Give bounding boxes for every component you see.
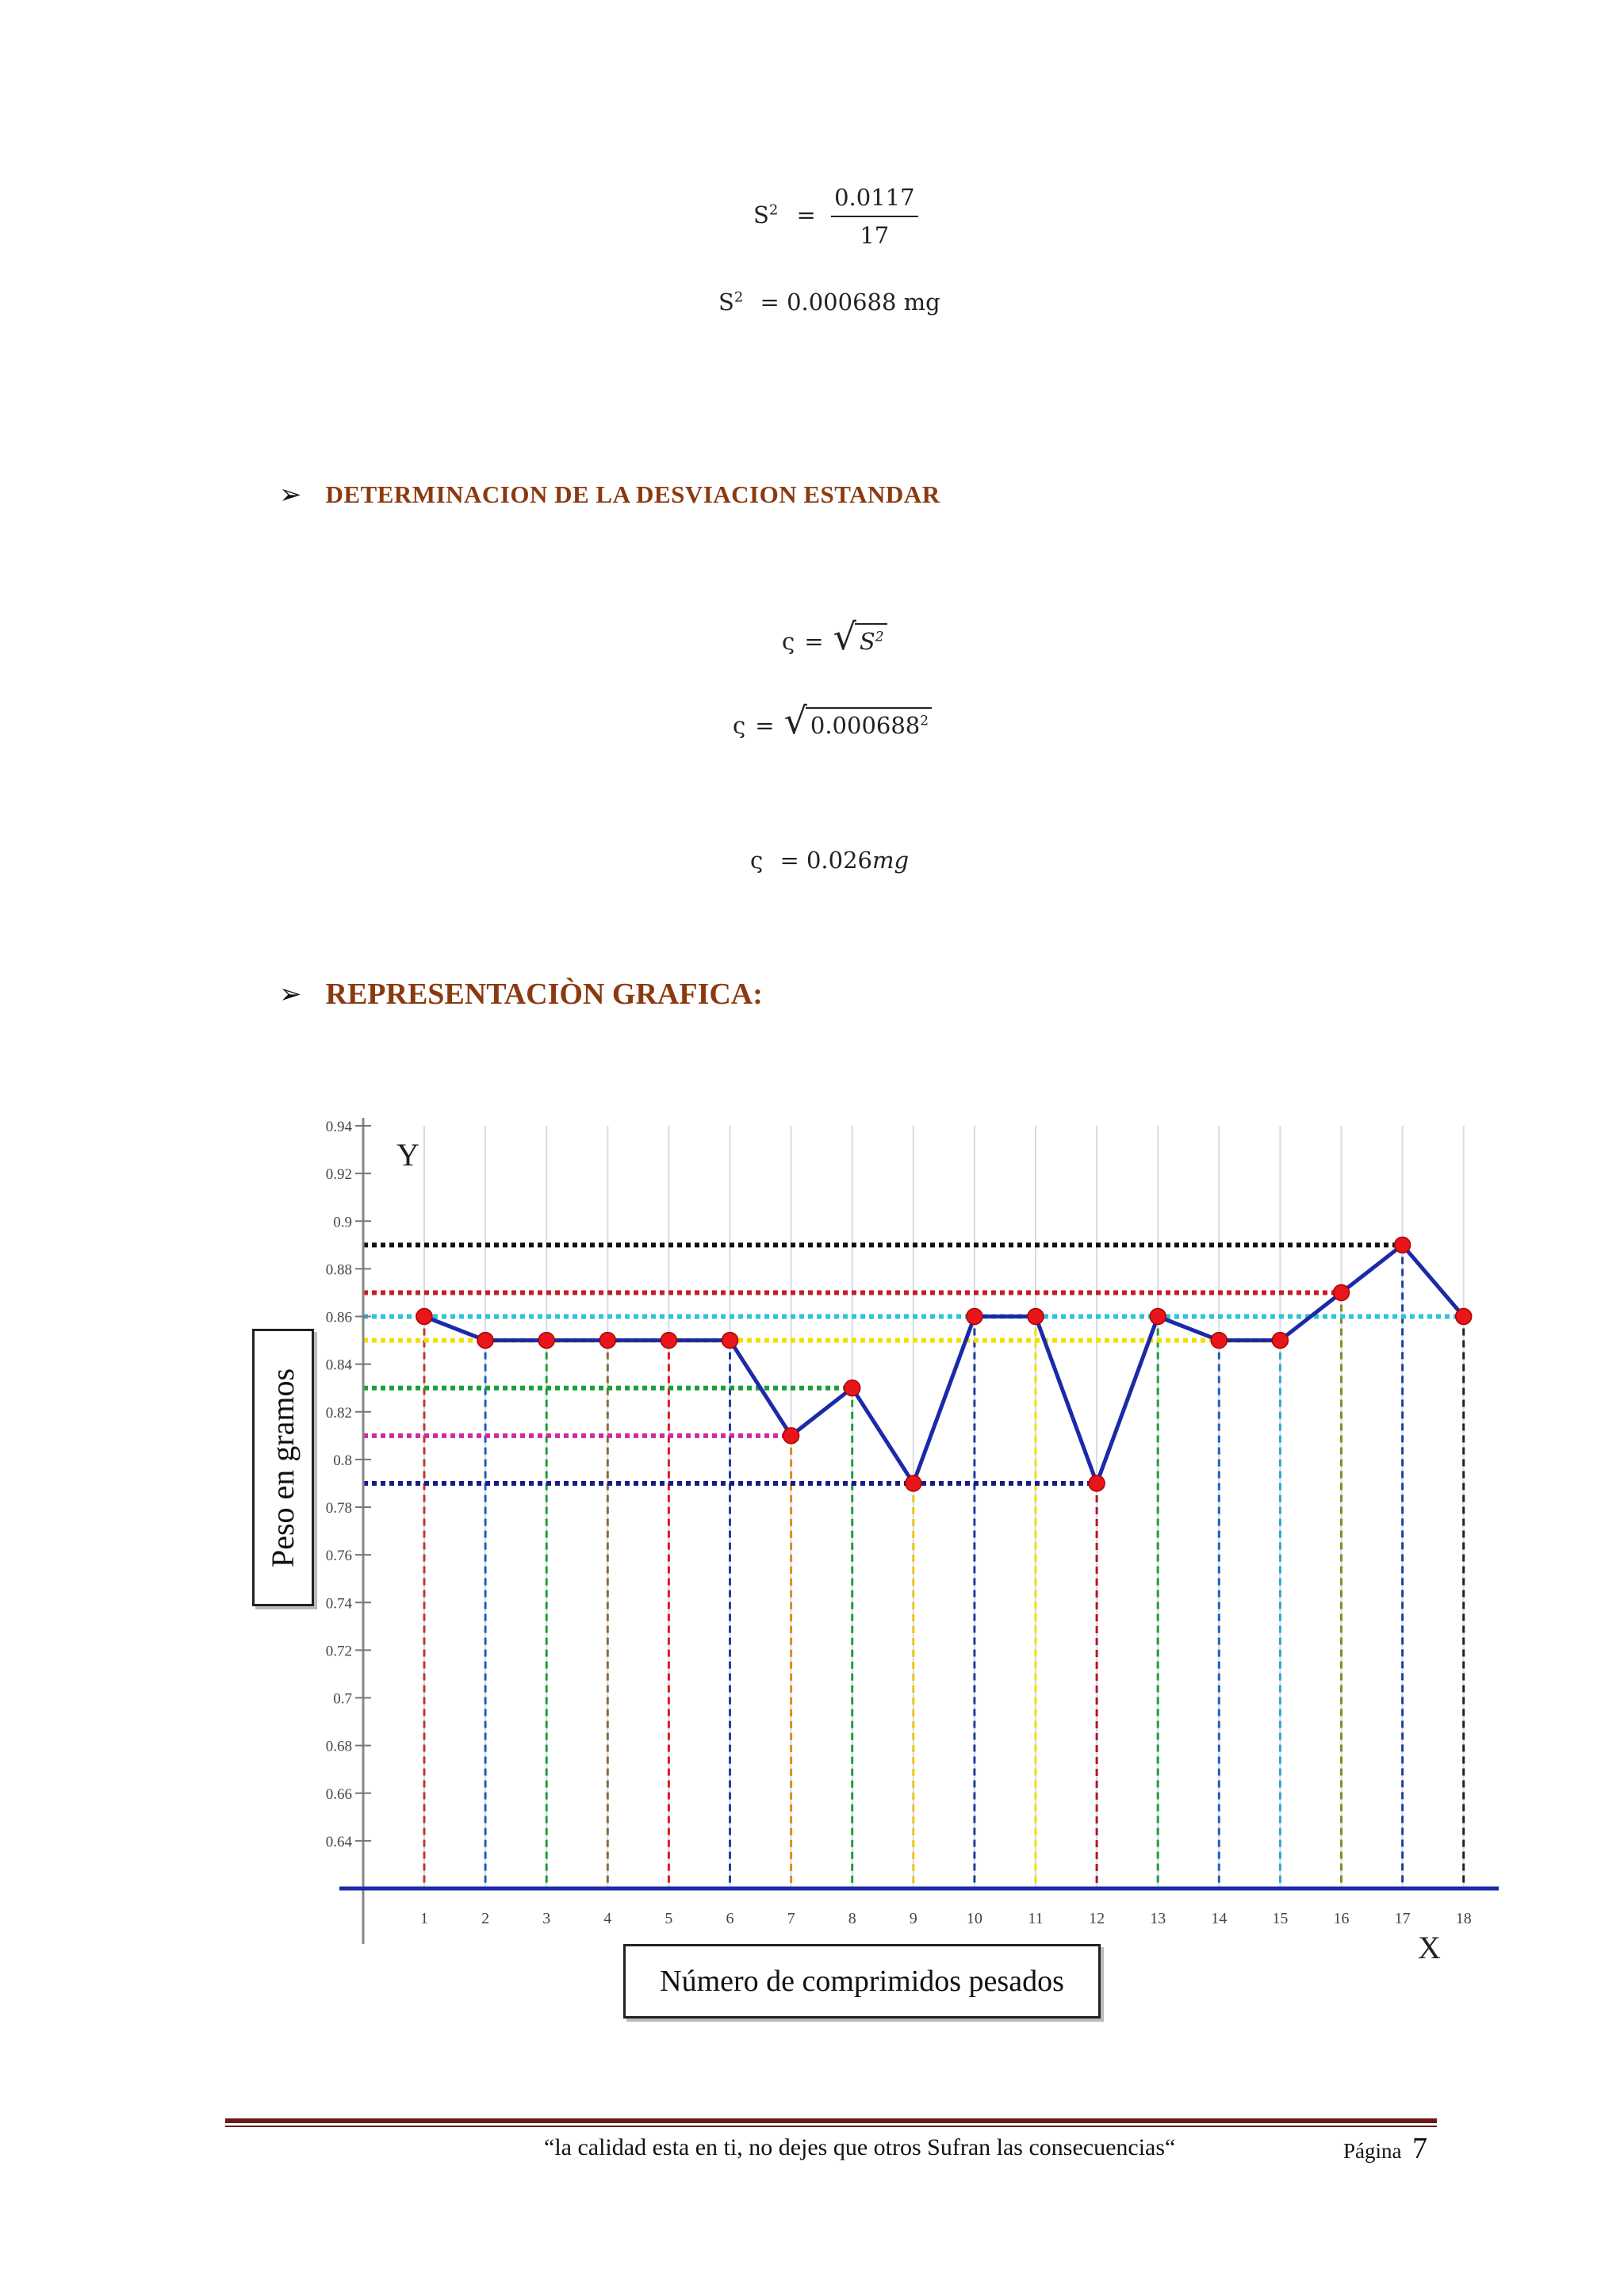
page-label: Página <box>1343 2139 1402 2163</box>
y-tick-label: 0.94 <box>325 1119 352 1135</box>
variance-result <box>718 289 940 316</box>
radical-icon: √ <box>833 615 856 658</box>
y-tick-label: 0.64 <box>325 1833 352 1850</box>
variance-result-symbol: S <box>718 289 734 316</box>
stddev-equals-2: = <box>755 712 775 739</box>
data-point <box>906 1475 921 1491</box>
x-tick-label: 16 <box>1333 1910 1350 1927</box>
x-tick-label: 15 <box>1272 1910 1289 1927</box>
y-tick-label: 0.78 <box>325 1500 352 1517</box>
section-heading-graph <box>279 977 763 1012</box>
data-point <box>538 1333 554 1349</box>
radicand-s: S <box>859 628 875 655</box>
series-line <box>424 1245 1464 1483</box>
y-tick-label: 0.88 <box>325 1261 352 1279</box>
data-point <box>1334 1284 1350 1300</box>
x-tick-label: 17 <box>1394 1910 1411 1927</box>
radical-icon-2: √ <box>783 699 807 742</box>
x-tick-label: 5 <box>665 1910 673 1927</box>
bullet-arrow-icon: ➢ <box>279 479 302 511</box>
data-point <box>477 1333 493 1349</box>
data-point <box>783 1428 799 1444</box>
radicand-s-exp: 2 <box>875 629 884 645</box>
x-tick-label: 6 <box>726 1910 734 1927</box>
sqrt-s2-radicand <box>855 623 887 655</box>
variance-fraction-formula <box>753 184 918 249</box>
stddev-symbol-2: ς <box>733 712 746 739</box>
y-tick-label: 0.92 <box>325 1166 352 1184</box>
footer-quote: “la calidad esta en ti, no dejes que otros Sufran las consecuencias“ <box>544 2134 1176 2160</box>
stddev-result-symbol: ς <box>750 847 764 874</box>
stddev-formula-2 <box>733 699 932 742</box>
data-point <box>967 1309 982 1325</box>
data-point <box>1211 1333 1227 1349</box>
variance-numerator: 0.0117 <box>831 184 917 217</box>
footer-rule <box>225 2118 1437 2123</box>
data-point <box>1028 1309 1044 1325</box>
x-tick-label: 3 <box>542 1910 551 1927</box>
data-point <box>845 1380 860 1396</box>
data-point <box>661 1333 676 1349</box>
sqrt-s2 <box>833 615 887 658</box>
stddev-result <box>750 847 909 874</box>
data-point <box>1089 1475 1105 1491</box>
x-tick-label: 13 <box>1150 1910 1166 1927</box>
x-tick-label: 8 <box>848 1910 856 1927</box>
variance-fraction <box>831 184 917 249</box>
footer-page <box>1343 2131 1427 2166</box>
data-point <box>1456 1309 1472 1325</box>
y-tick-label: 0.9 <box>333 1214 352 1231</box>
stddev-result-unit: mg <box>872 847 910 874</box>
y-tick-label: 0.7 <box>333 1690 352 1708</box>
page-number: 7 <box>1412 2132 1427 2165</box>
stddev-symbol: ς <box>782 628 795 655</box>
y-tick-label: 0.82 <box>325 1404 352 1422</box>
section-title: DETERMINACION DE LA DESVIACION ESTANDAR <box>325 480 940 508</box>
section-heading-stddev <box>279 479 940 511</box>
y-tick-label: 0.74 <box>325 1595 352 1613</box>
x-tick-label: 11 <box>1028 1910 1044 1927</box>
radicand-value-exp: 2 <box>920 713 929 729</box>
section-title-2: REPRESENTACIÒN GRAFICA: <box>325 978 763 1011</box>
variance-equals: = <box>796 201 816 228</box>
x-tick-label: 12 <box>1089 1910 1105 1927</box>
x-tick-label: 1 <box>420 1910 428 1927</box>
data-point <box>722 1333 738 1349</box>
data-point <box>1150 1309 1166 1325</box>
y-tick-label: 0.76 <box>325 1548 352 1565</box>
y-tick-label: 0.72 <box>325 1643 352 1660</box>
stddev-formula-1 <box>782 615 887 658</box>
data-point <box>1272 1333 1288 1349</box>
variance-denominator: 17 <box>860 222 890 249</box>
y-axis-letter: Y <box>396 1137 419 1173</box>
y-tick-label: 0.8 <box>333 1452 352 1469</box>
x-tick-label: 18 <box>1455 1910 1472 1927</box>
y-tick-label: 0.68 <box>325 1738 352 1755</box>
variance-symbol: S <box>753 201 769 228</box>
bullet-arrow-icon-2: ➢ <box>279 978 302 1010</box>
stddev-equals: = <box>804 628 824 655</box>
x-tick-label: 2 <box>481 1910 490 1927</box>
weight-chart <box>238 1102 1507 2038</box>
variance-exponent: 2 <box>768 201 779 219</box>
sqrt-value-radicand <box>806 707 932 739</box>
data-point <box>1395 1237 1411 1253</box>
y-tick-label: 0.66 <box>325 1785 352 1803</box>
data-point <box>599 1333 615 1349</box>
y-axis-label: Peso en gramos <box>265 1368 301 1567</box>
footer-rule-thin <box>225 2126 1437 2127</box>
y-tick-label: 0.84 <box>325 1357 352 1374</box>
data-point <box>416 1309 432 1325</box>
y-tick-label: 0.86 <box>325 1309 352 1326</box>
x-axis-letter: X <box>1418 1930 1441 1965</box>
sqrt-value <box>783 699 933 742</box>
stddev-result-value: = 0.026 <box>779 847 873 874</box>
x-tick-label: 10 <box>966 1910 982 1927</box>
y-axis-label-box <box>252 1329 314 1606</box>
x-axis-label-box <box>623 1944 1101 2019</box>
x-tick-label: 7 <box>787 1910 795 1927</box>
radicand-value: 0.000688 <box>810 712 921 739</box>
variance-result-exponent: 2 <box>733 289 744 306</box>
variance-result-value: = 0.000688 mg <box>760 289 940 316</box>
x-tick-label: 4 <box>603 1910 612 1927</box>
x-tick-label: 9 <box>909 1910 917 1927</box>
x-axis-label: Número de comprimidos pesados <box>660 1965 1064 1998</box>
x-tick-label: 14 <box>1211 1910 1228 1927</box>
